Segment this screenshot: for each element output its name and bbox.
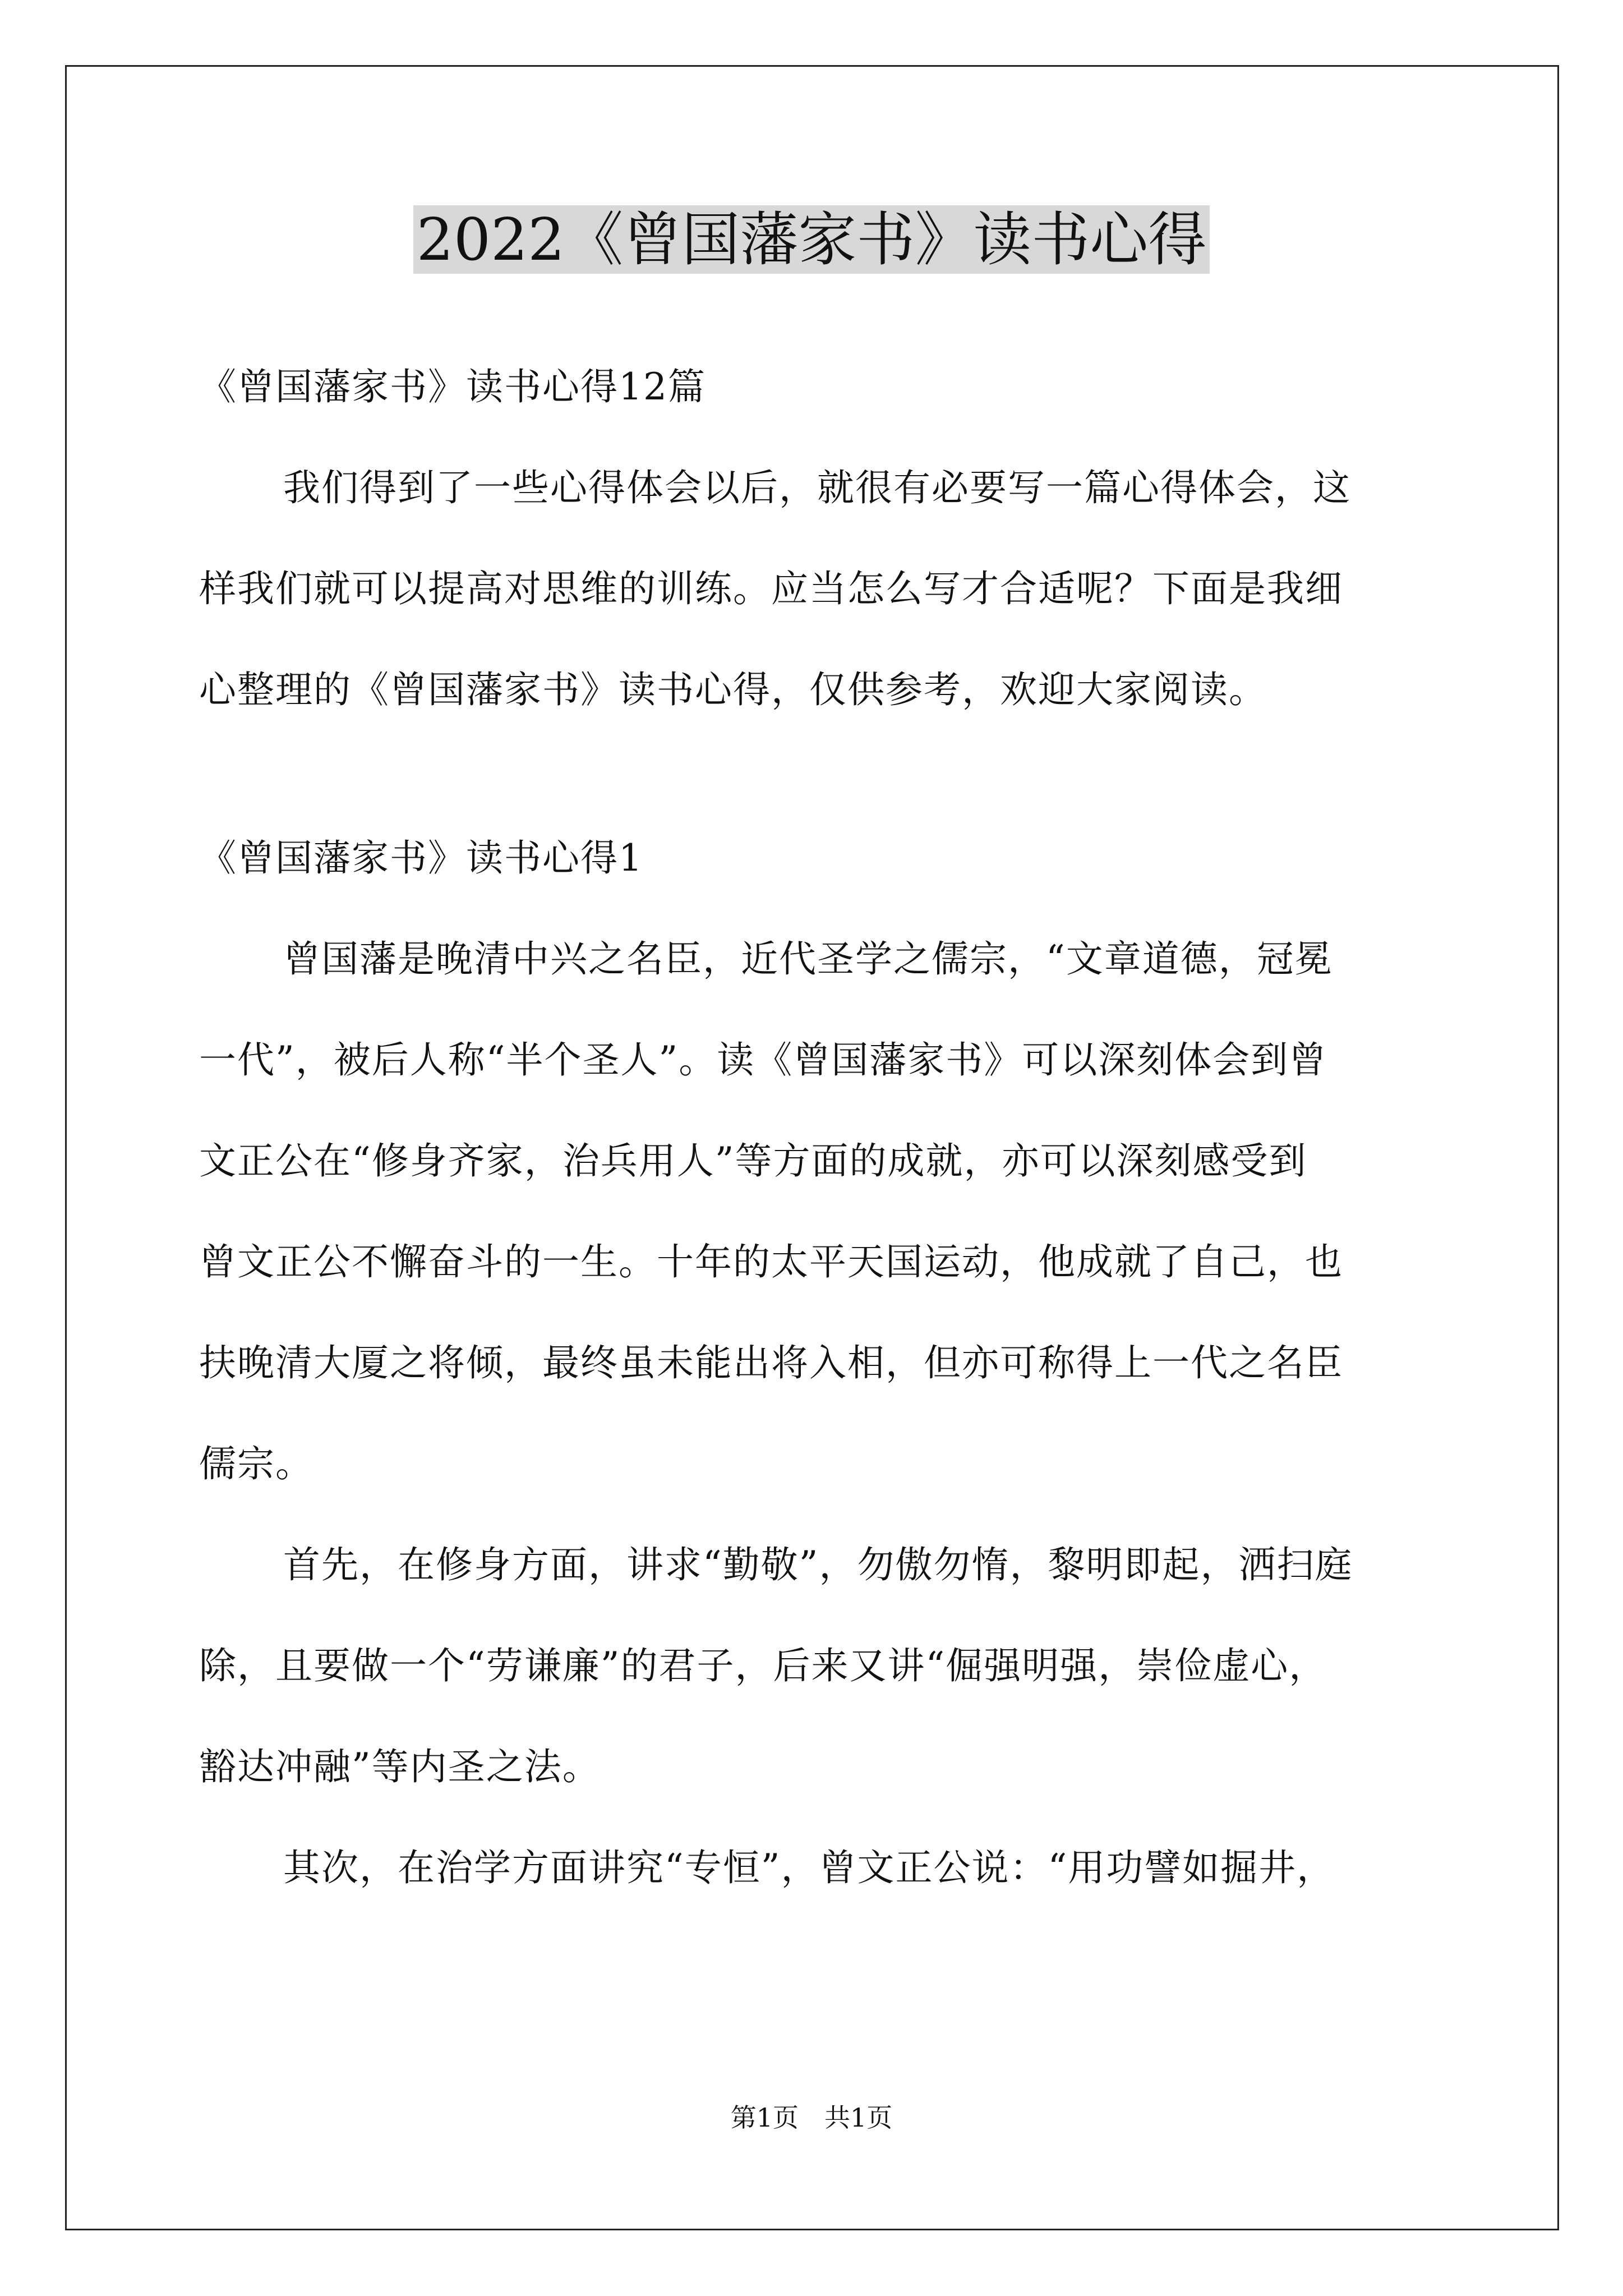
subtitle: 《曾国藩家书》读书心得12篇	[199, 365, 706, 408]
paragraph2-line: 首先，在修身方面，讲求“勤敬”，勿傲勿惰，黎明即起，洒扫庭	[283, 1543, 1353, 1586]
paragraph2-line: 除，且要做一个“劳谦廉”的君子，后来又讲“倔强明强，崇俭虚心，	[199, 1644, 1327, 1687]
section-spacer	[199, 740, 1427, 808]
intro-line: 我们得到了一些心得体会以后，就很有必要写一篇心得体会，这	[283, 466, 1351, 509]
paragraph1-line: 扶晚清大厦之将倾，最终虽未能出将入相，但亦可称得上一代之名臣	[199, 1341, 1343, 1384]
document-title	[0, 197, 1623, 282]
paragraph1-line: 一代”，被后人称“半个圣人”。读《曾国藩家书》可以深刻体会到曾	[199, 1038, 1327, 1082]
document-body	[199, 337, 1427, 1918]
paragraph1-line: 曾国藩是晚清中兴之名臣，近代圣学之儒宗，“文章道德，冠冕	[283, 937, 1333, 981]
intro-line: 心整理的《曾国藩家书》读书心得，仅供参考，欢迎大家阅读。	[199, 668, 1267, 711]
intro-line: 样我们就可以提高对思维的训练。应当怎么写才合适呢？下面是我细	[199, 567, 1343, 610]
document-title-text: 2022《曾国藩家书》读书心得	[413, 205, 1210, 274]
paragraph2-line: 豁达冲融”等内圣之法。	[199, 1745, 601, 1788]
paragraph1-line: 儒宗。	[199, 1442, 313, 1485]
paragraph3-line: 其次，在治学方面讲究“专恒”，曾文正公说：“用功譬如掘井，	[283, 1846, 1335, 1889]
page-footer: 第1页 共1页	[730, 2102, 893, 2133]
paragraph1-line: 文正公在“修身齐家，治兵用人”等方面的成就，亦可以深刻感受到	[199, 1139, 1307, 1182]
section-heading: 《曾国藩家书》读书心得1	[199, 836, 643, 880]
paragraph1-line: 曾文正公不懈奋斗的一生。十年的太平天国运动，他成就了自己，也	[199, 1240, 1343, 1283]
